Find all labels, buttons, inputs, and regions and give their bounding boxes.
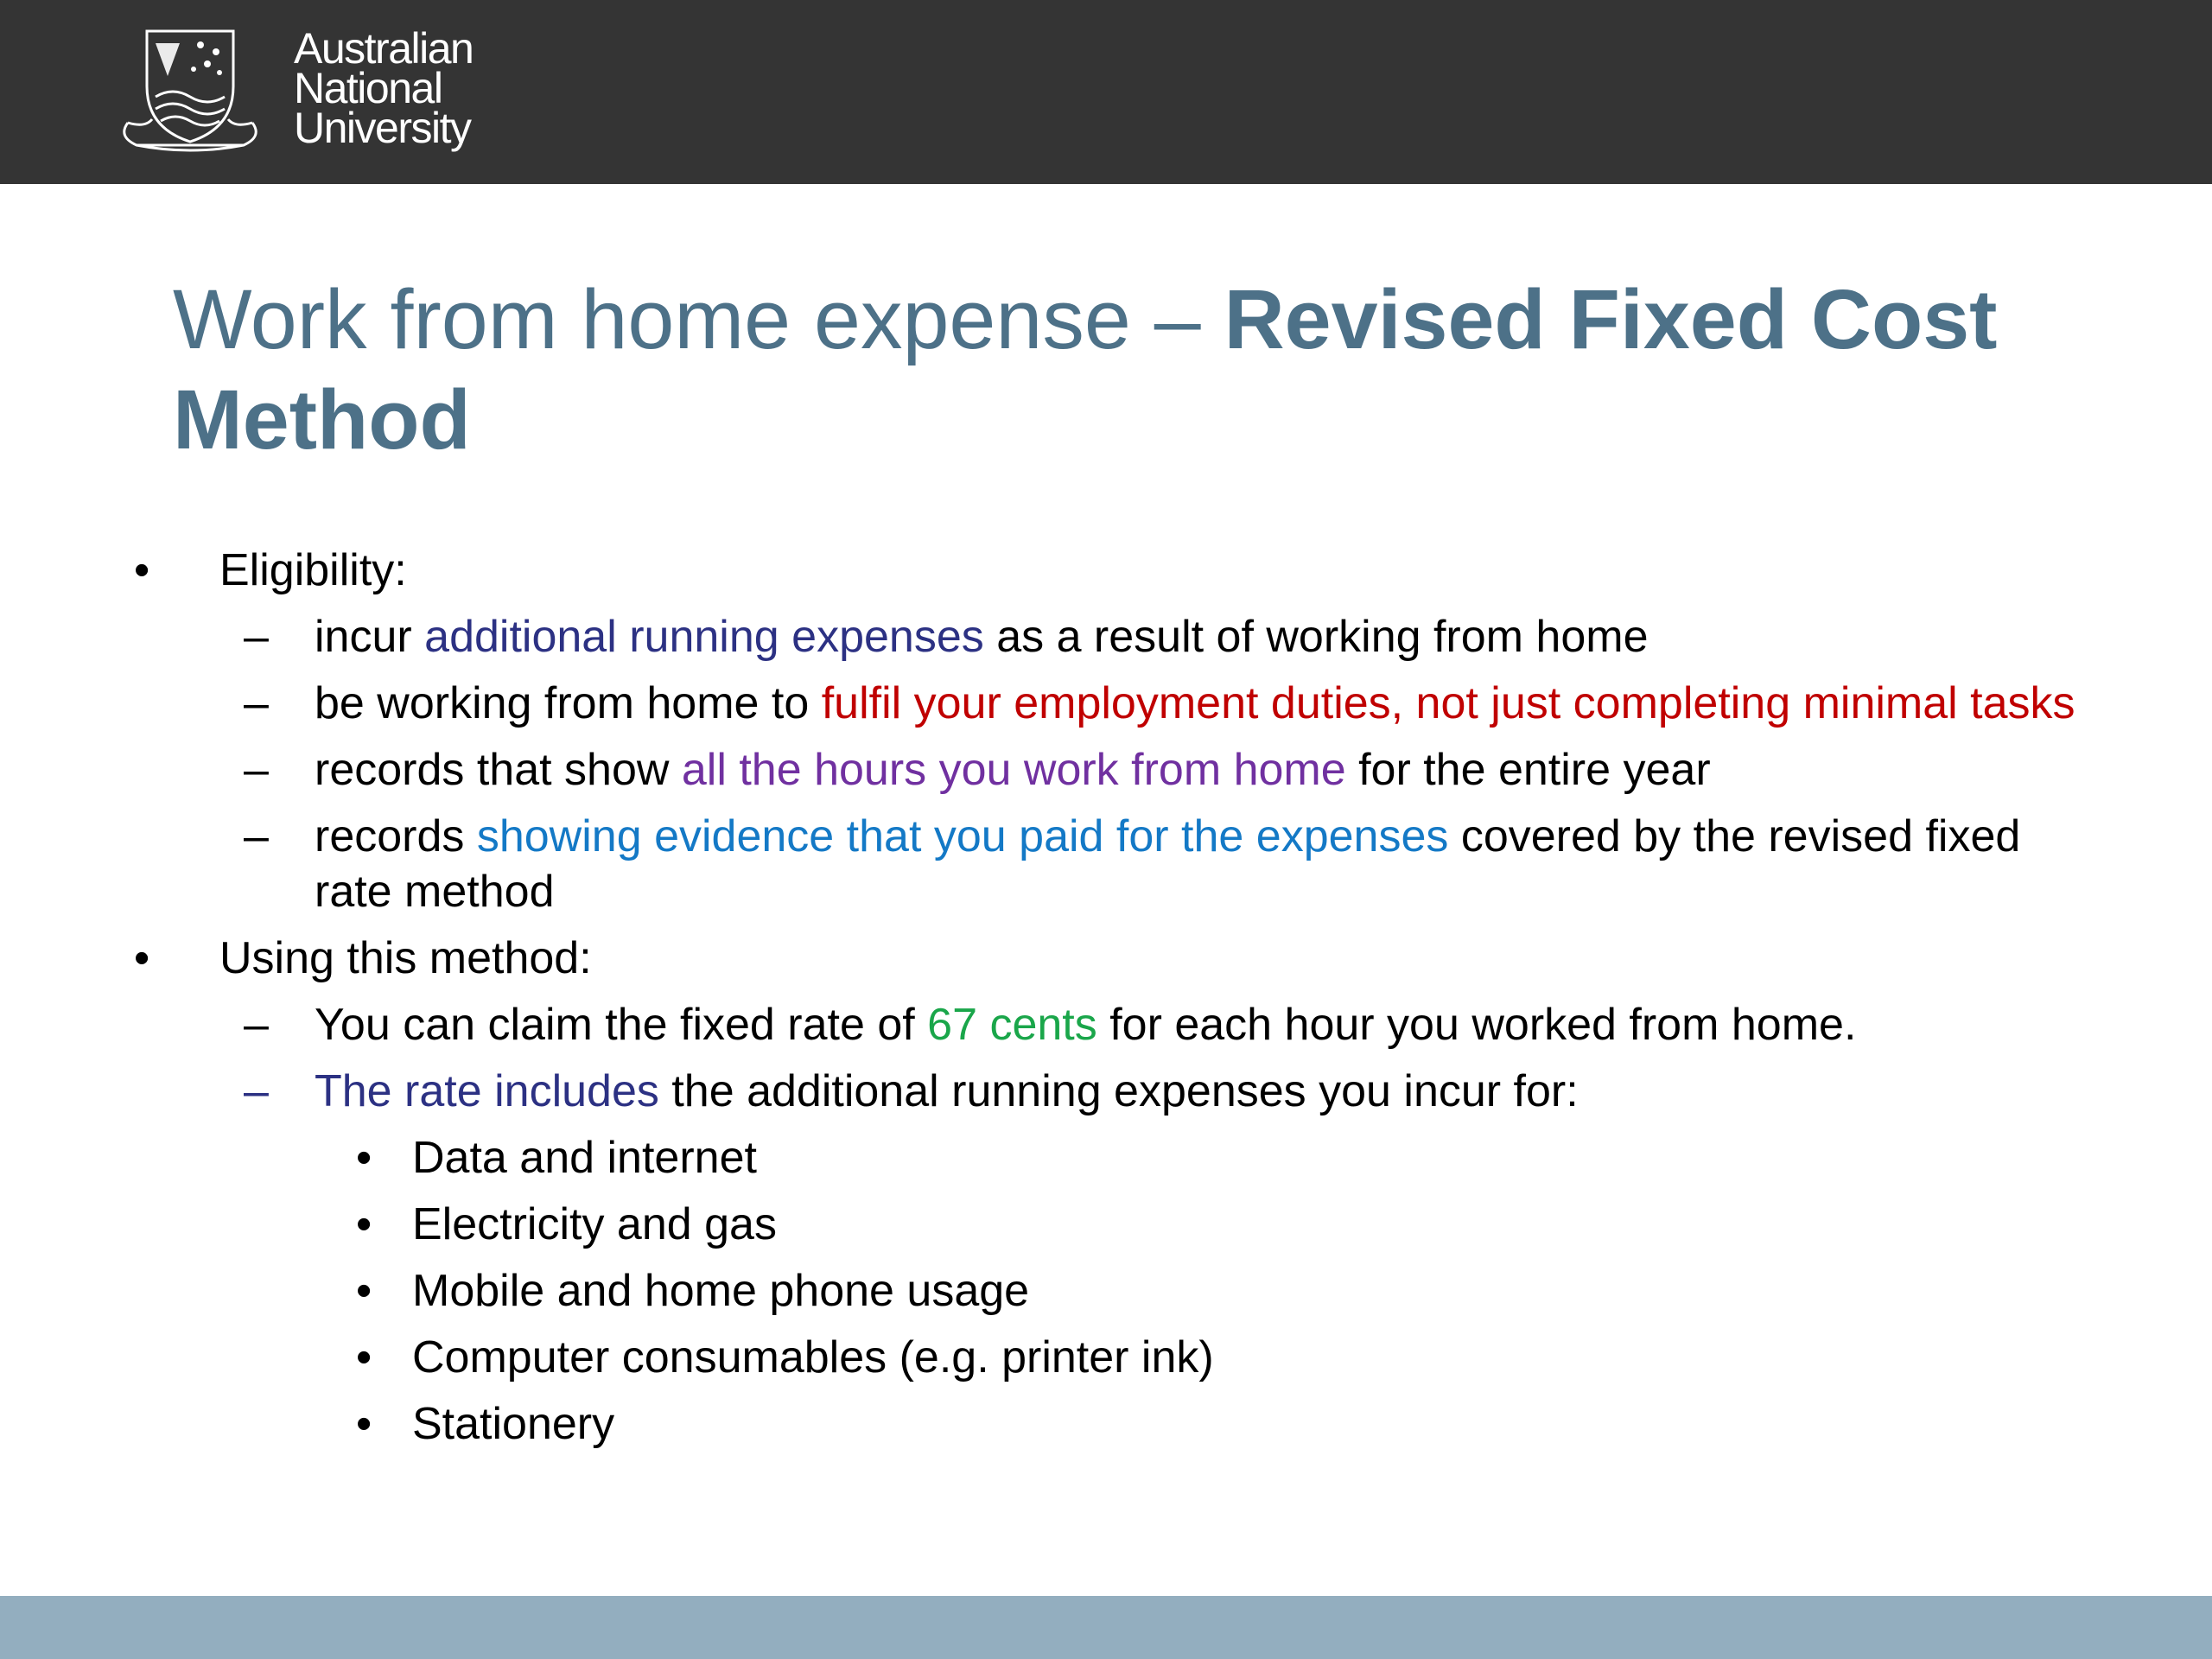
dash-marker: –	[244, 612, 269, 662]
sub-bullet-employment-duties	[0, 676, 2212, 731]
sub-bullet-text	[315, 809, 2094, 919]
bullet-marker: •	[356, 1399, 372, 1449]
wordmark-line-3: University	[294, 104, 471, 152]
sub-bullet-text	[315, 997, 2094, 1052]
bullet-text: Eligibility:	[219, 545, 407, 595]
sub-bullet-text	[315, 1064, 2094, 1119]
anu-crest-icon	[111, 26, 270, 156]
list-item-text: Electricity and gas	[412, 1199, 777, 1249]
slide-title	[173, 270, 2108, 470]
bullet-text: Using this method:	[219, 933, 592, 983]
bullet-marker: •	[356, 1199, 372, 1249]
title-bold: Revised Fixed Cost Method	[173, 272, 1998, 467]
bullet-marker: •	[356, 1133, 372, 1183]
sub-bullet-rate-includes	[0, 1064, 2212, 1119]
sub-bullet-text	[315, 676, 2094, 731]
list-item-text: Computer consumables (e.g. printer ink)	[412, 1332, 1214, 1382]
bullet-marker: •	[356, 1332, 372, 1382]
list-item-phone-usage	[0, 1263, 2212, 1319]
dash-marker: –	[244, 811, 269, 861]
text-run: records	[315, 811, 477, 861]
text-run: be working from home to	[315, 678, 822, 728]
text-run: covered by the revised fixed rate method	[315, 811, 2021, 917]
slide-body	[0, 543, 2212, 1463]
text-run: You can claim the fixed rate of	[315, 1000, 928, 1050]
dash-marker: –	[244, 745, 269, 795]
highlight-rate-includes: The rate includes	[315, 1066, 659, 1116]
list-item-text: Data and internet	[412, 1133, 757, 1183]
list-item-computer-consumables	[0, 1330, 2212, 1385]
highlight-additional-running-expenses: additional running expenses	[424, 612, 984, 662]
text-run: incur	[315, 612, 425, 662]
list-item-text: Mobile and home phone usage	[412, 1266, 1030, 1316]
highlight-rate-value: 67 cents	[927, 1000, 1097, 1050]
header-bar	[0, 0, 2212, 184]
sub-bullet-hours-records	[0, 742, 2212, 798]
dash-marker: –	[244, 1066, 269, 1116]
highlight-hours-from-home: all the hours you work from home	[681, 745, 1346, 795]
bullet-marker: •	[134, 933, 150, 983]
text-run: for the entire year	[1345, 745, 1711, 795]
dash-marker: –	[244, 678, 269, 728]
list-item-text: Stationery	[412, 1399, 615, 1449]
text-run: as a result of working from home	[983, 612, 1649, 662]
highlight-expense-evidence: showing evidence that you paid for the expenses	[476, 811, 1449, 861]
footer-bar	[0, 1596, 2212, 1659]
bullet-marker: •	[356, 1266, 372, 1316]
sub-bullet-fixed-rate	[0, 997, 2212, 1052]
sub-bullet-text	[315, 609, 2094, 664]
text-run: for each hour you worked from home.	[1096, 1000, 1857, 1050]
list-item-stationery	[0, 1396, 2212, 1452]
wordmark-line-2: National	[294, 64, 442, 112]
bullet-eligibility	[0, 543, 2212, 598]
list-item-electricity-gas	[0, 1197, 2212, 1252]
university-wordmark	[294, 24, 474, 152]
text-run: the additional running expenses you incur for:	[658, 1066, 1579, 1116]
dash-marker: –	[244, 1000, 269, 1050]
sub-bullet-text	[315, 742, 2094, 798]
text-run: records that show	[315, 745, 682, 795]
list-item-data-internet	[0, 1130, 2212, 1185]
bullet-using-method	[0, 931, 2212, 986]
bullet-marker: •	[134, 545, 150, 595]
wordmark-line-1: Australian	[294, 24, 474, 73]
title-regular: Work from home expense –	[173, 272, 1224, 366]
sub-bullet-running-expenses	[0, 609, 2212, 664]
sub-bullet-expense-evidence	[0, 809, 2212, 919]
highlight-employment-duties: fulfil your employment duties, not just completing minimal tasks	[821, 678, 2075, 728]
